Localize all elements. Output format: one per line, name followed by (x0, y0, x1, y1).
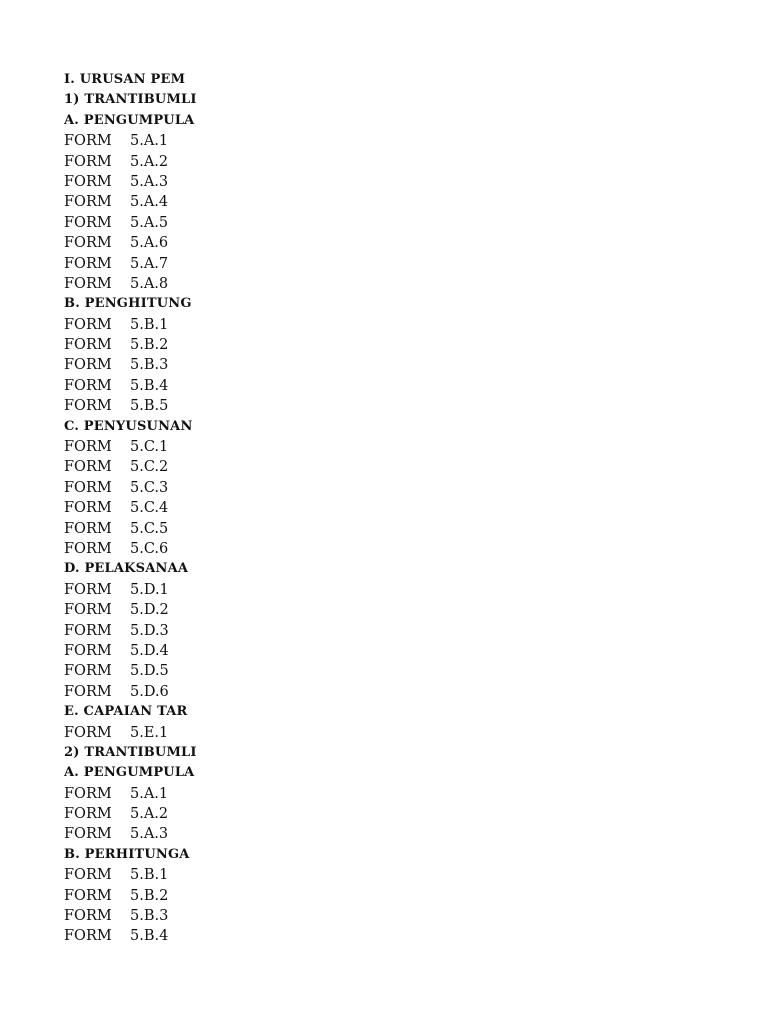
form-entry (64, 519, 198, 539)
section-heading: A. PENGUMPULA (64, 765, 195, 781)
form-entry (64, 865, 198, 885)
form-entry (64, 335, 198, 355)
form-code: 5.B.5 (130, 398, 169, 415)
form-code: 5.E.1 (130, 724, 169, 741)
form-code: 5.A.3 (130, 173, 169, 190)
form-code: 5.C.1 (130, 439, 169, 456)
form-entry (64, 213, 198, 233)
form-entry (64, 274, 198, 294)
section-heading: E. CAPAIAN TAR (64, 704, 188, 720)
form-entry (64, 437, 198, 457)
form-code: 5.B.2 (130, 337, 169, 354)
form-code: 5.C.6 (130, 540, 169, 557)
form-code: 5.A.5 (130, 214, 169, 231)
form-label: FORM (64, 337, 112, 354)
form-entry (64, 315, 198, 335)
form-label: FORM (64, 275, 112, 292)
form-label: FORM (64, 724, 112, 741)
form-label: FORM (64, 316, 112, 333)
form-code: 5.B.4 (130, 928, 169, 945)
form-entry (64, 172, 198, 192)
form-label: FORM (64, 928, 112, 945)
section-heading: C. PENYUSUNAN (64, 418, 193, 434)
form-entry (64, 784, 198, 804)
form-label: FORM (64, 398, 112, 415)
form-code: 5.D.4 (130, 642, 169, 659)
form-code: 5.B.1 (130, 316, 169, 333)
form-entry (64, 233, 198, 253)
form-label: FORM (64, 887, 112, 904)
form-entry (64, 723, 198, 743)
form-entry (64, 804, 198, 824)
form-label: FORM (64, 133, 112, 150)
form-entry (64, 641, 198, 661)
form-entry (64, 824, 198, 844)
form-entry (64, 661, 198, 681)
form-entry (64, 539, 198, 559)
form-entry (64, 396, 198, 416)
section-heading: 1) TRANTIBUMLI (64, 92, 197, 108)
form-code: 5.C.5 (130, 520, 169, 537)
form-entry (64, 192, 198, 212)
form-label: FORM (64, 357, 112, 374)
form-code: 5.A.7 (130, 255, 169, 272)
form-label: FORM (64, 235, 112, 252)
form-label: FORM (64, 642, 112, 659)
form-code: 5.D.6 (130, 683, 169, 700)
form-entry (64, 906, 198, 926)
form-label: FORM (64, 500, 112, 517)
section-heading: 2) TRANTIBUMLI (64, 744, 197, 760)
form-code: 5.D.5 (130, 663, 169, 680)
form-label: FORM (64, 214, 112, 231)
form-code: 5.C.3 (130, 479, 169, 496)
form-code: 5.A.1 (130, 133, 169, 150)
form-label: FORM (64, 459, 112, 476)
form-entry (64, 580, 198, 600)
form-label: FORM (64, 683, 112, 700)
form-entry (64, 254, 198, 274)
form-label: FORM (64, 173, 112, 190)
form-label: FORM (64, 806, 112, 823)
section-heading: B. PERHITUNGA (64, 846, 190, 862)
form-label: FORM (64, 439, 112, 456)
form-label: FORM (64, 153, 112, 170)
form-code: 5.A.6 (130, 235, 169, 252)
form-code: 5.B.3 (130, 908, 169, 925)
form-code: 5.B.3 (130, 357, 169, 374)
form-label: FORM (64, 622, 112, 639)
form-label: FORM (64, 479, 112, 496)
form-entry (64, 131, 198, 151)
form-label: FORM (64, 540, 112, 557)
form-entry (64, 152, 198, 172)
section-heading: D. PELAKSANAA (64, 561, 189, 577)
form-label: FORM (64, 602, 112, 619)
form-entry (64, 621, 198, 641)
form-code: 5.A.3 (130, 826, 169, 843)
form-code: 5.D.2 (130, 602, 169, 619)
form-label: FORM (64, 663, 112, 680)
form-code: 5.A.2 (130, 806, 169, 823)
form-code: 5.B.4 (130, 377, 169, 394)
form-label: FORM (64, 377, 112, 394)
document-page (64, 70, 198, 947)
form-entry (64, 478, 198, 498)
form-code: 5.C.2 (130, 459, 169, 476)
form-label: FORM (64, 520, 112, 537)
form-code: 5.B.2 (130, 887, 169, 904)
form-code: 5.A.1 (130, 785, 169, 802)
section-heading: A. PENGUMPULA (64, 112, 195, 128)
form-code: 5.A.2 (130, 153, 169, 170)
form-entry (64, 457, 198, 477)
section-heading: B. PENGHITUNG (64, 296, 192, 312)
form-entry (64, 376, 198, 396)
form-entry (64, 682, 198, 702)
form-label: FORM (64, 785, 112, 802)
form-code: 5.A.4 (130, 194, 169, 211)
form-code: 5.D.1 (130, 581, 169, 598)
section-heading: I. URUSAN PEM (64, 72, 186, 87)
form-entry (64, 600, 198, 620)
form-code: 5.C.4 (130, 500, 169, 517)
form-code: 5.D.3 (130, 622, 169, 639)
form-entry (64, 355, 198, 375)
form-entry (64, 886, 198, 906)
form-code: 5.B.1 (130, 867, 169, 884)
form-code: 5.A.8 (130, 275, 169, 292)
form-entry (64, 926, 198, 946)
form-label: FORM (64, 255, 112, 272)
form-label: FORM (64, 194, 112, 211)
form-label: FORM (64, 867, 112, 884)
form-entry (64, 498, 198, 518)
form-label: FORM (64, 908, 112, 925)
form-label: FORM (64, 581, 112, 598)
form-label: FORM (64, 826, 112, 843)
